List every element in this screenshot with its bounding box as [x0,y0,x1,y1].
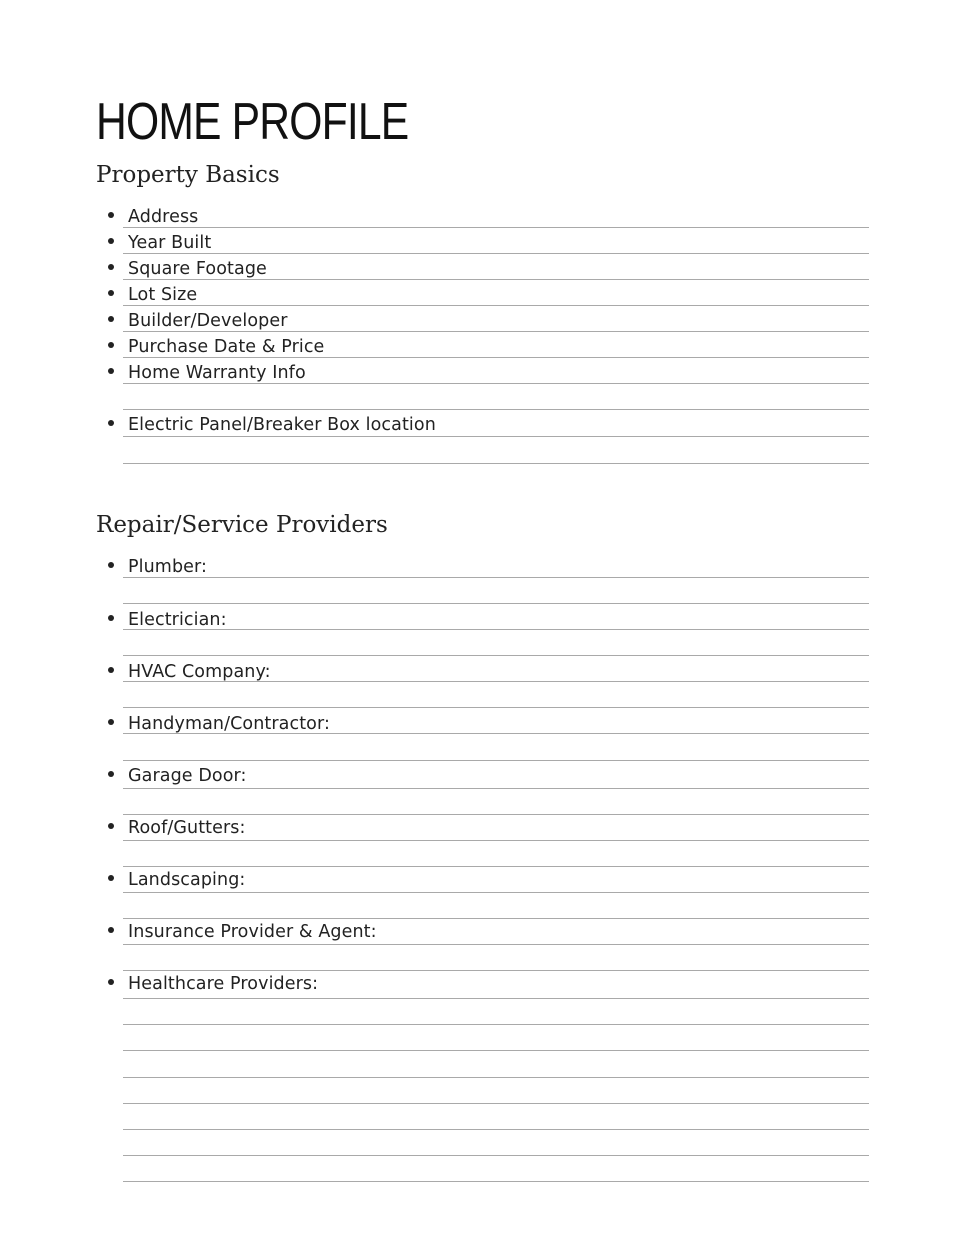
write-line[interactable] [123,1103,869,1104]
section-heading-providers: Repair/Service Providers [96,512,388,538]
bullet-icon [108,238,114,244]
field-home-warranty-info [108,361,306,385]
write-line[interactable] [123,998,869,999]
field-builder-developer [108,309,288,333]
write-line[interactable] [123,227,869,228]
write-line[interactable] [123,603,869,604]
write-line[interactable] [123,577,869,578]
write-line[interactable] [123,409,869,410]
write-line[interactable] [123,1077,869,1078]
bullet-icon [108,264,114,270]
bullet-icon [108,667,114,673]
section-heading-property-basics: Property Basics [96,162,280,188]
field-label: Purchase Date & Price [128,337,325,357]
field-garage-door [108,764,247,788]
field-purchase-date-price [108,335,324,359]
field-label: Address [128,207,199,227]
bullet-icon [108,212,114,218]
write-line[interactable] [123,331,869,332]
write-line[interactable] [123,733,869,734]
write-line[interactable] [123,463,869,464]
write-line[interactable] [123,681,869,682]
write-line[interactable] [123,814,869,815]
field-label: Landscaping: [128,870,246,890]
write-line[interactable] [123,305,869,306]
write-line[interactable] [123,279,869,280]
field-label: Electrician: [128,610,227,630]
field-roof-gutters [108,816,246,840]
field-label: Plumber: [128,557,208,577]
bullet-icon [108,342,114,348]
write-line[interactable] [123,1050,869,1051]
write-line[interactable] [123,1181,869,1182]
write-line[interactable] [123,760,869,761]
write-line[interactable] [123,840,869,841]
write-line[interactable] [123,944,869,945]
bullet-icon [108,615,114,621]
write-line[interactable] [123,1155,869,1156]
field-label: Year Built [128,233,212,253]
bullet-icon [108,290,114,296]
bullet-icon [108,368,114,374]
field-lot-size [108,283,197,307]
field-landscaping [108,868,245,892]
bullet-icon [108,823,114,829]
bullet-icon [108,562,114,568]
write-line[interactable] [123,866,869,867]
write-line[interactable] [123,383,869,384]
write-line[interactable] [123,970,869,971]
write-line[interactable] [123,436,869,437]
bullet-icon [108,420,114,426]
write-line[interactable] [123,707,869,708]
field-label: Healthcare Providers: [128,974,319,994]
field-label: Insurance Provider & Agent: [128,922,377,942]
field-label: Roof/Gutters: [128,818,246,838]
write-line[interactable] [123,253,869,254]
write-line[interactable] [123,1129,869,1130]
field-plumber [108,555,207,579]
field-label: Lot Size [128,285,198,305]
field-label: HVAC Company: [128,662,271,682]
bullet-icon [108,771,114,777]
write-line[interactable] [123,892,869,893]
page-title: HOME PROFILE [96,93,409,151]
write-line[interactable] [123,918,869,919]
field-electric-panel-location [108,413,436,437]
field-insurance-provider-agent [108,920,377,944]
write-line[interactable] [123,1024,869,1025]
field-label: Electric Panel/Breaker Box location [128,415,436,435]
bullet-icon [108,927,114,933]
field-healthcare-providers [108,972,318,996]
bullet-icon [108,979,114,985]
field-label: Square Footage [128,259,267,279]
bullet-icon [108,875,114,881]
field-label: Handyman/Contractor: [128,714,330,734]
write-line[interactable] [123,357,869,358]
write-line[interactable] [123,629,869,630]
field-label: Garage Door: [128,766,247,786]
field-square-footage [108,257,267,281]
write-line[interactable] [123,788,869,789]
bullet-icon [108,316,114,322]
field-address [108,205,198,229]
bullet-icon [108,719,114,725]
write-line[interactable] [123,655,869,656]
field-label: Builder/Developer [128,311,288,331]
field-year-built [108,231,211,255]
field-label: Home Warranty Info [128,363,306,383]
